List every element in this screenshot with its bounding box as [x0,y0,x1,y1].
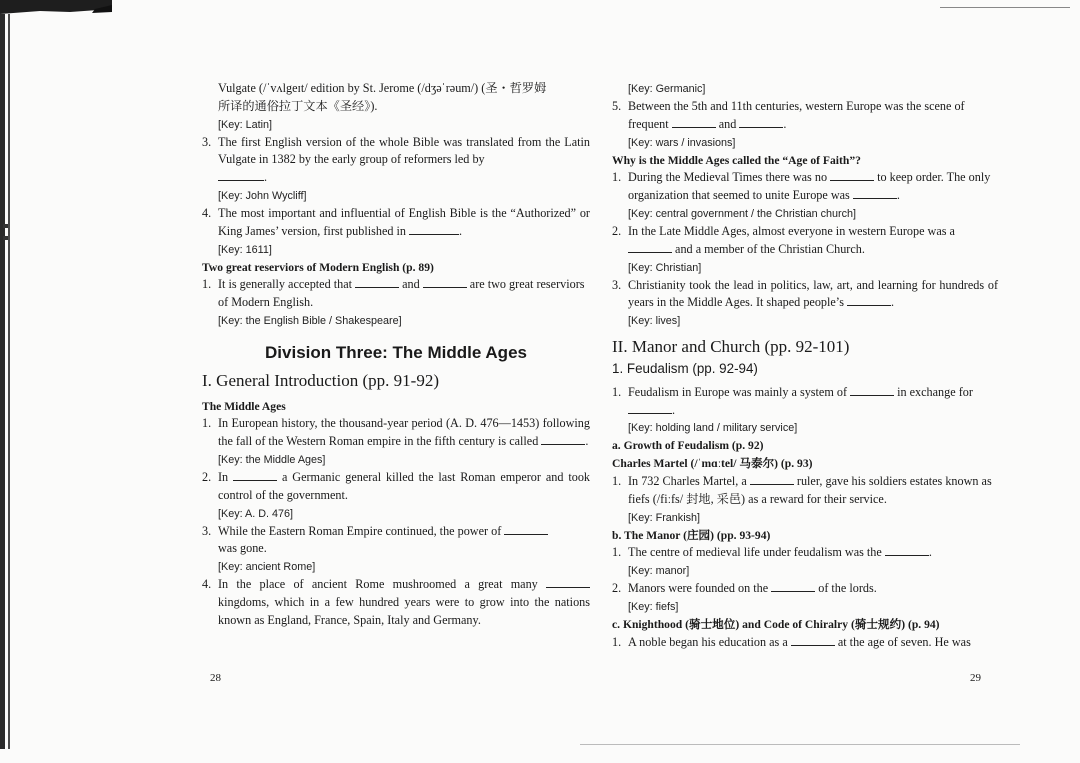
question-text: The centre of medieval life under feudalism was the [628,545,882,560]
question-number: 5. [612,99,622,113]
answer-blank[interactable] [853,188,897,199]
scan-corner-mark [0,0,112,18]
question-number: 3. [202,134,212,149]
question-text: The most important and influential of English Bible is the “Authorized” or King James’ version, first published in [218,205,590,238]
question-number: 4. [202,577,212,592]
scan-binding-line [8,14,10,749]
answer-blank[interactable] [504,524,548,535]
subsection-heading: a. Growth of Feudalism (p. 92) [612,439,764,453]
scan-binding-edge [0,14,5,749]
answer-key: [Key: manor] [628,565,690,578]
answer-key: [Key: the Middle Ages] [218,453,326,466]
answer-blank[interactable] [850,385,894,396]
question-item [612,384,998,420]
question-number: 1. [612,545,622,560]
question-text: During the Medieval Times there was no [628,170,828,185]
answer-blank[interactable] [739,117,783,128]
subsection-heading: Charles Martel (/ˈmɑːtel/ 马泰尔) (p. 93) [612,457,813,471]
answer-blank[interactable] [672,117,716,128]
question-text: . [585,434,589,449]
question-text: . [891,295,895,310]
answer-blank[interactable] [628,403,672,414]
answer-blank[interactable] [847,295,891,306]
subsection-heading: The Middle Ages [202,399,286,413]
answer-blank[interactable] [771,581,815,592]
subsection-heading: Why is the Middle Ages called the “Age of Faith”? [612,153,861,167]
question-number: 1. [202,416,212,431]
question-text: . [459,223,463,238]
question-text: Feudalism in Europe was mainly a system of [628,384,848,399]
answer-key: [Key: fiefs] [628,600,679,613]
question-number: 1. [612,634,622,649]
question-item [612,544,998,562]
answer-key: [Key: holding land / military service] [628,422,798,435]
answer-blank[interactable] [423,277,467,288]
question-text: . [264,170,268,185]
question-text: It is generally accepted that [218,277,352,292]
answer-blank[interactable] [355,277,399,288]
question-text: While the Eastern Roman Empire continued, the power of [218,523,502,538]
subsection-heading: b. The Manor (庄园) (pp. 93-94) [612,528,771,542]
question-item [202,523,590,559]
question-item [202,469,590,505]
scan-top-line [940,7,1070,8]
question-item [612,580,998,598]
question-item [202,205,590,241]
binder-marks [2,222,12,248]
question-item [612,277,998,313]
question-text: . [896,188,900,203]
question-text: In European history, the thousand-year period (A. D. 476—1453) following the fall of the Western Roman empire in the fifth century is called [218,416,590,449]
answer-key: [Key: Latin] [218,118,273,131]
question-text: In [218,469,229,484]
answer-blank[interactable] [750,474,794,485]
page-number: 29 [970,672,981,684]
answer-key: [Key: central government / the Christian church] [628,207,857,220]
question-text: at the age of seven. He was [837,634,971,649]
question-text: . [672,402,676,417]
answer-key: [Key: the English Bible / Shakespeare] [218,314,402,327]
question-text: kingdoms, which in a few hundred years were to grow into the nations known as England, France, Spain, Italy and Germany. [218,594,590,627]
answer-blank[interactable] [791,635,835,646]
question-number: 1. [202,277,212,292]
question-number: 3. [612,277,622,292]
question-item [612,634,998,652]
question-text: The first English version of the whole Bible was translated from the Latin Vulgate in 1382 by the early group of reformers led by [218,134,590,167]
question-text: Between the 5th and 11th centuries, western Europe was the scene of frequent [628,99,965,131]
question-number: 3. [202,523,212,538]
answer-blank[interactable] [628,242,672,253]
answer-key: [Key: Christian] [628,261,702,274]
answer-blank[interactable] [409,224,459,235]
answer-key: [Key: A. D. 476] [218,507,294,520]
question-text: and a member of the Christian Church. [675,241,865,256]
answer-key: [Key: Frankish] [628,511,701,524]
question-text: Christianity took the lead in politics, law, art, and learning for hundreds of years in the Middle Ages. It shaped people’s [628,277,998,310]
question-number: 1. [612,473,622,488]
question-item [612,473,998,509]
subsection-title: 1. Feudalism (pp. 92-94) [612,360,758,376]
answer-blank[interactable] [218,170,264,181]
question-text: . [928,545,932,560]
question-item [612,169,998,205]
question-text: and [718,116,737,131]
question-text: ruler, gave his soldiers estates known as fiefs (/fiːfs/ 封地, 采邑) as a reward for their service. [628,473,992,506]
question-text: was gone. [218,541,267,556]
question-text: are two great reserviors of Modern English. [218,277,585,310]
section-title: II. Manor and Church (pp. 92-101) [612,337,850,357]
vulgate-text-line2: 所译的通俗拉丁文本《圣经》). [218,98,378,113]
question-text: a Germanic general killed the last Roman emperor and took control of the government. [218,469,591,502]
page-number: 28 [210,672,221,684]
vulgate-text-line1: Vulgate (/ˈvʌlgeɪt/ edition by St. Jerome (/dʒəˈrəum/) (圣・哲罗姆 [218,81,547,95]
question-text: and [402,277,420,292]
subsection-heading: Two great reserviors of Modern English (p. 89) [202,260,434,274]
question-text: A noble began his education as a [628,634,788,649]
answer-blank[interactable] [541,434,585,445]
question-text: In 732 Charles Martel, a [628,473,747,488]
question-text: In the place of ancient Rome mushroomed a great many [218,577,538,592]
question-item [202,576,590,629]
section-title: I. General Introduction (pp. 91-92) [202,370,439,390]
question-text: . [783,116,787,131]
question-text: in exchange for [897,384,973,399]
question-item [202,276,590,312]
answer-key: [Key: wars / invasions] [628,136,736,149]
answer-key: [Key: ancient Rome] [218,561,316,574]
answer-key: [Key: John Wycliff] [218,189,307,202]
answer-key: [Key: Germanic] [628,83,706,95]
answer-blank[interactable] [830,170,874,181]
question-number: 2. [612,581,622,596]
question-text: of the lords. [818,581,877,596]
question-item [612,98,998,134]
question-number: 1. [612,170,622,185]
question-item [612,223,998,259]
subsection-heading: c. Knighthood (骑士地位) and Code of Chiralry (骑士规约) (p. 94) [612,617,940,631]
answer-blank[interactable] [233,470,277,481]
answer-blank[interactable] [885,545,929,556]
answer-blank[interactable] [546,577,590,588]
right-page-column [612,80,998,652]
question-text: to keep order. The only organization that seemed to unite Europe was [628,170,991,203]
question-number: 4. [202,205,212,220]
question-item [202,415,590,451]
question-text: Manors were founded on the [628,581,769,596]
scan-bottom-line [580,744,1020,745]
question-number: 2. [202,469,212,484]
question-number: 1. [612,384,622,399]
answer-key: [Key: lives] [628,315,681,328]
question-number: 2. [612,223,622,238]
answer-key: [Key: 1611] [218,243,272,256]
question-text: In the Late Middle Ages, almost everyone in western Europe was a [628,223,955,238]
left-page-column [202,80,590,630]
question-item [202,134,590,187]
division-title: Division Three: The Middle Ages [265,342,527,362]
